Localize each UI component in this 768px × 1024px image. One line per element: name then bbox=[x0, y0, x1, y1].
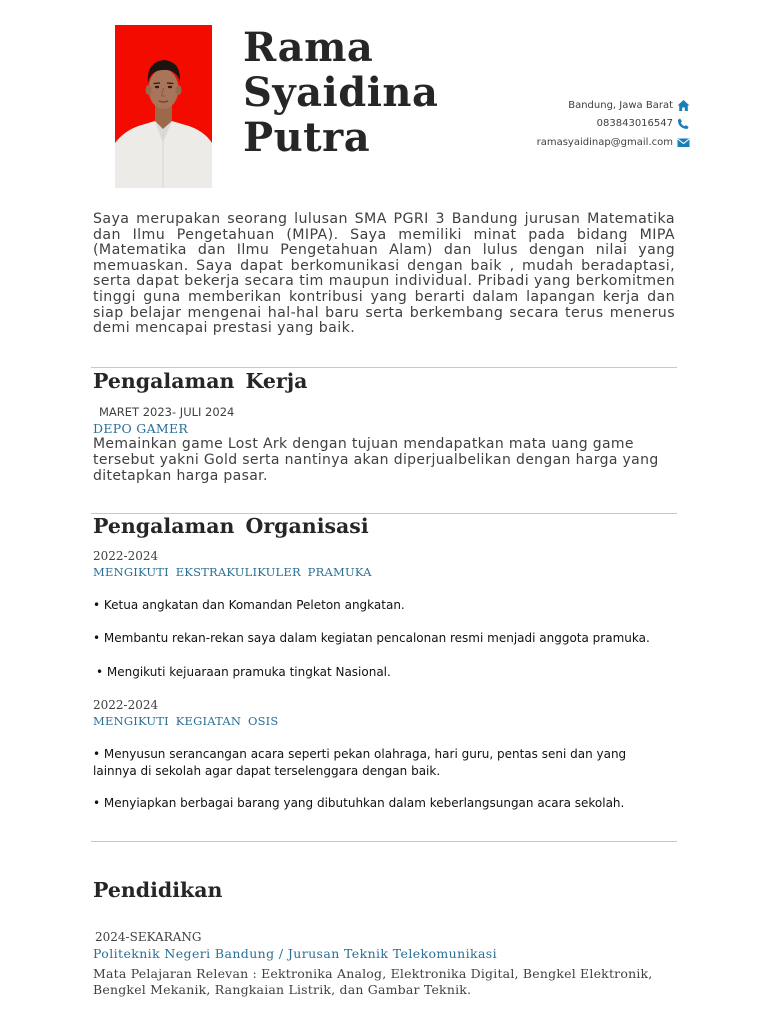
full-name bbox=[243, 25, 438, 160]
education-description: Mata Pelajaran Relevan : Eektronika Analog, Elektronika Digital, Bengkel Elektronik, Bengkel Mekanik, Rangkaian Listrik, dan Gambar Teknik. bbox=[93, 966, 653, 997]
org-entry-title: MENGIKUTI KEGIATAN OSIS bbox=[93, 714, 279, 728]
name-last: Putra bbox=[243, 114, 371, 161]
education-date: 2024-SEKARANG bbox=[95, 930, 202, 944]
contact-email bbox=[537, 133, 690, 152]
phone-text[interactable]: 083843016547 bbox=[596, 118, 673, 130]
name-first: Rama bbox=[243, 24, 374, 71]
work-date: MARET 2023- JULI 2024 bbox=[99, 405, 235, 419]
profile-photo bbox=[115, 25, 212, 188]
org-entry-date: 2022-2024 bbox=[93, 549, 159, 563]
work-description: Memainkan game Lost Ark dengan tujuan mendapatkan mata uang game tersebut yakni Gold serta nantinya akan diperjualbelikan dengan harga yang ditetapkan harga pasar. bbox=[93, 436, 659, 484]
contact-location bbox=[537, 96, 690, 115]
section-divider bbox=[91, 367, 677, 368]
org-entry-title: MENGIKUTI EKSTRAKULIKULER PRAMUKA bbox=[93, 565, 372, 579]
work-heading: Pengalaman Kerja bbox=[93, 369, 308, 393]
email-text[interactable]: ramasyaidinap@gmail.com bbox=[536, 136, 673, 148]
section-divider bbox=[91, 841, 677, 842]
org-entry-date: 2022-2024 bbox=[93, 698, 159, 712]
education-heading: Pendidikan bbox=[93, 878, 223, 902]
work-company: DEPO GAMER bbox=[93, 421, 189, 436]
phone-icon bbox=[677, 117, 690, 130]
contact-phone bbox=[537, 115, 690, 134]
org-bullet: • Ketua angkatan dan Komandan Peleton angkatan. bbox=[93, 598, 405, 612]
person-portrait-image bbox=[115, 25, 212, 188]
education-school: Politeknik Negeri Bandung / Jurusan Teknik Telekomunikasi bbox=[93, 946, 498, 961]
contact-info bbox=[537, 96, 690, 152]
org-bullet: • Mengikuti kejuaraan pramuka tingkat Nasional. bbox=[96, 665, 391, 679]
email-icon bbox=[677, 136, 690, 149]
name-middle: Syaidina bbox=[243, 69, 439, 116]
location-text: Bandung, Jawa Barat bbox=[568, 99, 673, 111]
profile-summary: Saya merupakan seorang lulusan SMA PGRI 3 Bandung jurusan Matematika dan Ilmu Pengetahuan (MIPA). Saya memiliki minat pada bidang MIPA (Matematika dan Ilmu Pengetahuan Alam) dan lulus dengan nilai yang memuaskan. Saya dapat berkomunikasi dengan baik , mudah beradaptasi, serta dapat bekerja secara tim maupun individual. Pribadi yang berkomitmen tinggi guna memberikan kontribusi yang berarti dalam lapangan kerja dan siap belajar mengenai hal-hal baru serta berkembang secara terus menerus demi mencapai prestasi yang baik. bbox=[93, 211, 675, 337]
org-bullet: • Menyusun serancangan acara seperti pekan olahraga, hari guru, pentas seni dan yang lainnya di sekolah agar dapat terselenggara dengan baik. bbox=[93, 747, 627, 778]
home-icon bbox=[677, 99, 690, 112]
organization-heading: Pengalaman Organisasi bbox=[93, 514, 369, 538]
org-bullet: • Membantu rekan-rekan saya dalam kegiatan pencalonan resmi menjadi anggota pramuka. bbox=[93, 631, 650, 645]
org-bullet: • Menyiapkan berbagai barang yang dibutuhkan dalam keberlangsungan acara sekolah. bbox=[93, 796, 625, 810]
